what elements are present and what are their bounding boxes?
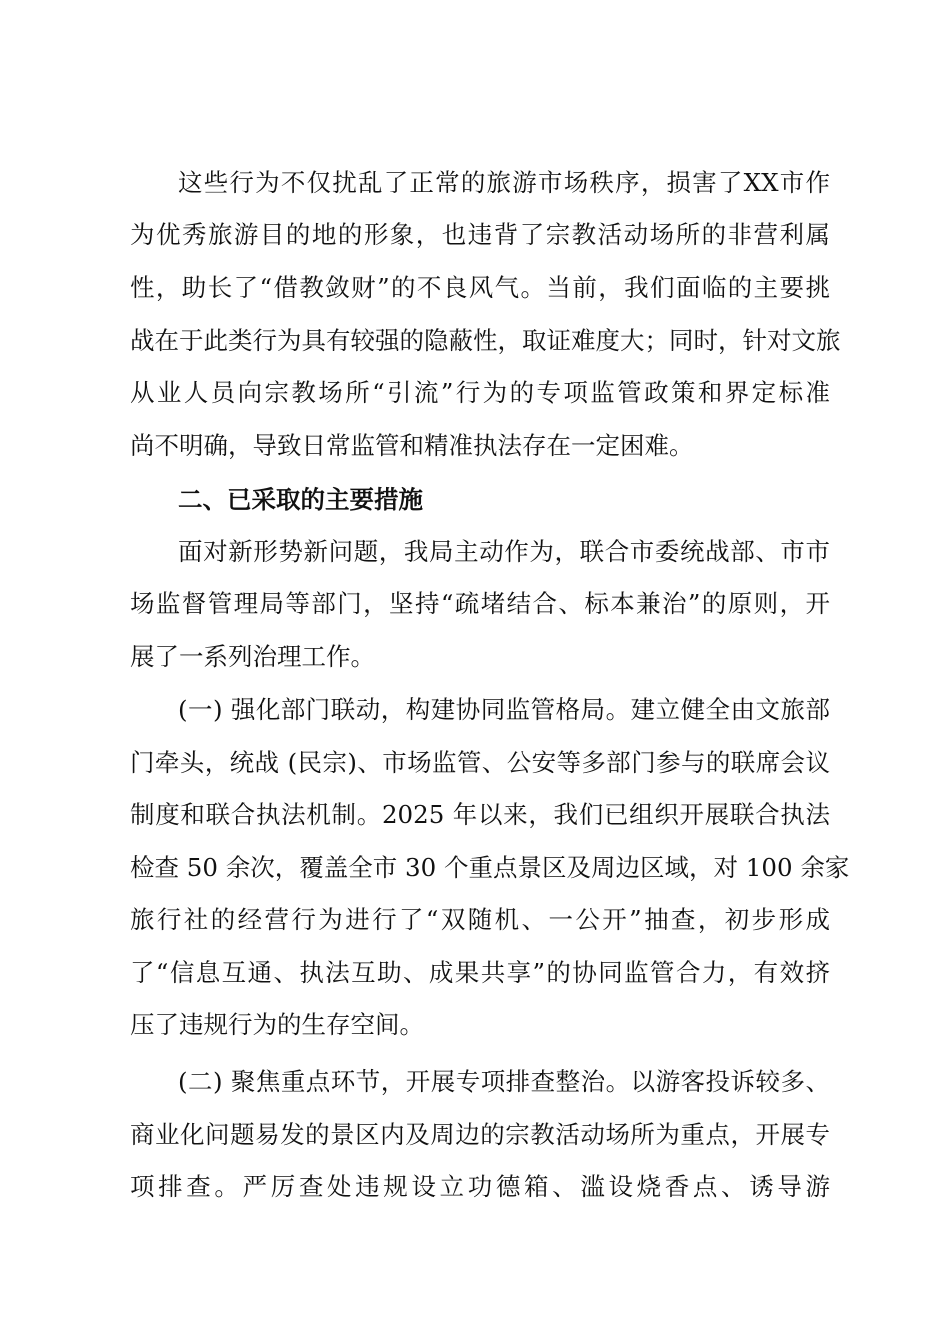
paragraph-line: 制度和联合执法机制。2025 年以来，我们已组织开展联合执法 <box>130 800 830 829</box>
paragraph-line: 面对新形势新问题，我局主动作为，联合市委统战部、市市 <box>178 537 830 566</box>
paragraph-line: 检查 50 余次，覆盖全市 30 个重点景区及周边区域，对 100 余家 <box>130 853 850 882</box>
paragraph-line: 旅行社的经营行为进行了“双随机、一公开”抽查，初步形成 <box>130 905 830 934</box>
paragraph-line: 场监督管理局等部门，坚持“疏堵结合、标本兼治”的原则，开 <box>130 589 830 618</box>
subsection-line: (一) 强化部门联动，构建协同监管格局。建立健全由文旅部 <box>178 695 830 724</box>
subsection-line: (二) 聚焦重点环节，开展专项排查整治。以游客投诉较多、 <box>178 1067 830 1096</box>
paragraph-line: 压了违规行为的生存空间。 <box>130 1010 424 1039</box>
paragraph-line: 从业人员向宗教场所“引流”行为的专项监管政策和界定标准 <box>130 378 830 407</box>
paragraph-line: 性，助长了“借教敛财”的不良风气。当前，我们面临的主要挑 <box>130 273 830 302</box>
paragraph-line: 了“信息互通、执法互助、成果共享”的协同监管合力，有效挤 <box>130 958 830 987</box>
paragraph-line: 战在于此类行为具有较强的隐蔽性，取证难度大；同时，针对文旅 <box>130 326 841 355</box>
paragraph-line: 商业化问题易发的景区内及周边的宗教活动场所为重点，开展专 <box>130 1120 830 1149</box>
paragraph-line: 门牵头，统战 (民宗)、市场监管、公安等多部门参与的联席会议 <box>130 748 830 777</box>
paragraph-line: 项排查。严厉查处违规设立功德箱、滥设烧香点、诱导游 <box>130 1172 830 1201</box>
paragraph-line: 尚不明确，导致日常监管和精准执法存在一定困难。 <box>130 431 694 460</box>
section-heading: 二、已采取的主要措施 <box>178 485 423 514</box>
paragraph-line: 为优秀旅游目的地的形象，也违背了宗教活动场所的非营利属 <box>130 220 830 249</box>
paragraph-line: 这些行为不仅扰乱了正常的旅游市场秩序，损害了XX市作 <box>178 168 830 197</box>
paragraph-line: 展了一系列治理工作。 <box>130 642 375 671</box>
